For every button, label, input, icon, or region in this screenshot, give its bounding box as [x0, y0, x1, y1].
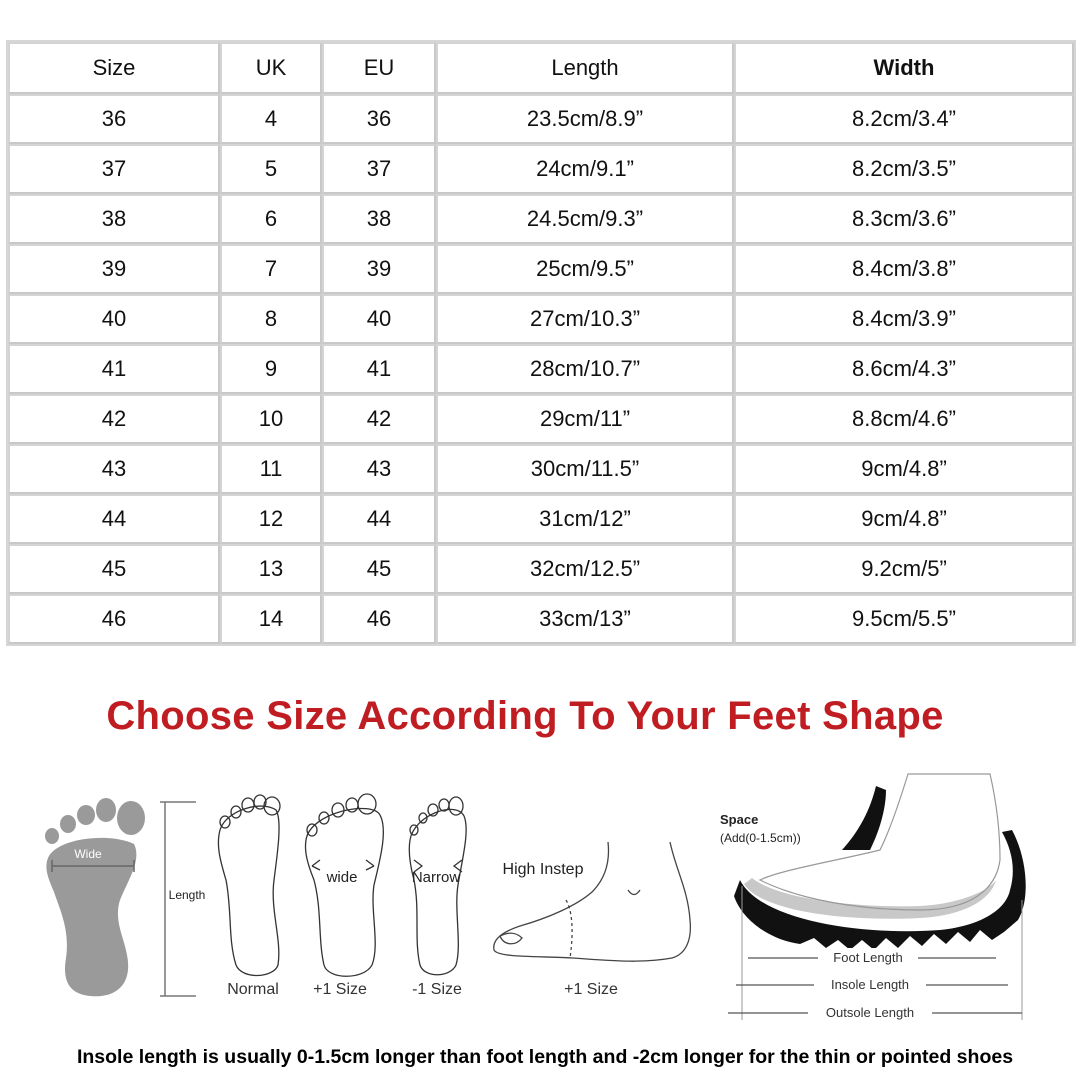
space-sub-label: (Add(0-1.5cm)): [720, 831, 801, 845]
cell-length: 33cm/13”: [436, 594, 734, 644]
length-label: Length: [168, 888, 206, 902]
table-row: [8, 494, 1074, 544]
normal-foot-icon: [218, 806, 279, 975]
table-row: [8, 244, 1074, 294]
cell-length: 24.5cm/9.3”: [436, 194, 734, 244]
cell-uk: 5: [220, 144, 322, 194]
high-instep-label: High Instep: [502, 861, 584, 878]
cell-uk: 4: [220, 94, 322, 144]
cell-length: 32cm/12.5”: [436, 544, 734, 594]
table-row: [8, 144, 1074, 194]
size-chart-body: [8, 42, 1074, 644]
cell-size: 43: [8, 444, 220, 494]
table-row: [8, 94, 1074, 144]
cell-size: 36: [8, 94, 220, 144]
shoe-sole-icon: [734, 830, 1026, 950]
table-row: [8, 394, 1074, 444]
cell-width: 8.6cm/4.3”: [734, 344, 1074, 394]
table-header-row: [8, 42, 1074, 94]
cell-uk: 6: [220, 194, 322, 244]
cell-length: 27cm/10.3”: [436, 294, 734, 344]
cell-length: 30cm/11.5”: [436, 444, 734, 494]
cell-width: 8.4cm/3.8”: [734, 244, 1074, 294]
table-row: [8, 544, 1074, 594]
footnote: Insole length is usually 0-1.5cm longer than foot length and -2cm longer for the thin or pointed shoes: [76, 1046, 1014, 1068]
cell-eu: 36: [322, 94, 436, 144]
cell-length: 24cm/9.1”: [436, 144, 734, 194]
headline: Choose Size According To Your Feet Shape: [106, 694, 944, 738]
high-instep-foot-icon: [494, 842, 691, 961]
wide-caption: +1 Size: [313, 981, 367, 998]
normal-caption: Normal: [227, 981, 279, 998]
table-row: [8, 444, 1074, 494]
cell-size: 40: [8, 294, 220, 344]
cell-eu: 39: [322, 244, 436, 294]
cell-width: 8.8cm/4.6”: [734, 394, 1074, 444]
cell-size: 38: [8, 194, 220, 244]
wide-foot-icon: [305, 808, 383, 976]
narrow-caption: -1 Size: [412, 981, 462, 998]
cell-width: 9cm/4.8”: [734, 494, 1074, 544]
high-instep-caption: +1 Size: [564, 981, 618, 998]
feet-shape-illustrations: [0, 760, 1080, 1040]
header-eu: EU: [322, 42, 436, 94]
cell-uk: 11: [220, 444, 322, 494]
cell-eu: 44: [322, 494, 436, 544]
cell-size: 39: [8, 244, 220, 294]
table-row: [8, 594, 1074, 644]
cell-uk: 12: [220, 494, 322, 544]
wide-label: Wide: [74, 847, 102, 861]
cell-eu: 41: [322, 344, 436, 394]
cell-uk: 9: [220, 344, 322, 394]
narrow-foot-label: Narrow: [411, 869, 461, 886]
cell-uk: 14: [220, 594, 322, 644]
table-row: [8, 344, 1074, 394]
table-row: [8, 294, 1074, 344]
cell-length: 23.5cm/8.9”: [436, 94, 734, 144]
cell-eu: 43: [322, 444, 436, 494]
cell-width: 9.2cm/5”: [734, 544, 1074, 594]
cell-width: 8.2cm/3.4”: [734, 94, 1074, 144]
cell-eu: 37: [322, 144, 436, 194]
cell-length: 29cm/11”: [436, 394, 734, 444]
cell-size: 37: [8, 144, 220, 194]
cell-size: 46: [8, 594, 220, 644]
cell-eu: 40: [322, 294, 436, 344]
cell-width: 9cm/4.8”: [734, 444, 1074, 494]
cell-width: 8.4cm/3.9”: [734, 294, 1074, 344]
cell-uk: 13: [220, 544, 322, 594]
cell-width: 9.5cm/5.5”: [734, 594, 1074, 644]
cell-width: 8.2cm/3.5”: [734, 144, 1074, 194]
header-width: Width: [734, 42, 1074, 94]
cell-eu: 45: [322, 544, 436, 594]
footprint-diagram: [45, 798, 205, 996]
cell-uk: 10: [220, 394, 322, 444]
wide-foot-label: wide: [326, 869, 358, 886]
cell-size: 45: [8, 544, 220, 594]
cell-eu: 42: [322, 394, 436, 444]
cell-length: 28cm/10.7”: [436, 344, 734, 394]
cell-uk: 7: [220, 244, 322, 294]
cell-length: 25cm/9.5”: [436, 244, 734, 294]
header-size: Size: [8, 42, 220, 94]
cell-length: 31cm/12”: [436, 494, 734, 544]
space-label: Space: [720, 812, 759, 827]
footprint-icon: [45, 798, 145, 996]
narrow-foot-icon: [409, 809, 466, 974]
cell-size: 44: [8, 494, 220, 544]
cell-eu: 46: [322, 594, 436, 644]
table-row: [8, 194, 1074, 244]
insole-length-label: Insole Length: [830, 977, 910, 992]
cell-size: 42: [8, 394, 220, 444]
cell-uk: 8: [220, 294, 322, 344]
cell-width: 8.3cm/3.6”: [734, 194, 1074, 244]
high-instep-foot: [494, 842, 691, 961]
cell-size: 41: [8, 344, 220, 394]
header-uk: UK: [220, 42, 322, 94]
header-length: Length: [436, 42, 734, 94]
foot-length-label: Foot Length: [833, 950, 903, 965]
normal-foot: [218, 795, 280, 976]
size-chart-table: [6, 40, 1076, 646]
outsole-length-label: Outsole Length: [825, 1005, 915, 1020]
cell-eu: 38: [322, 194, 436, 244]
